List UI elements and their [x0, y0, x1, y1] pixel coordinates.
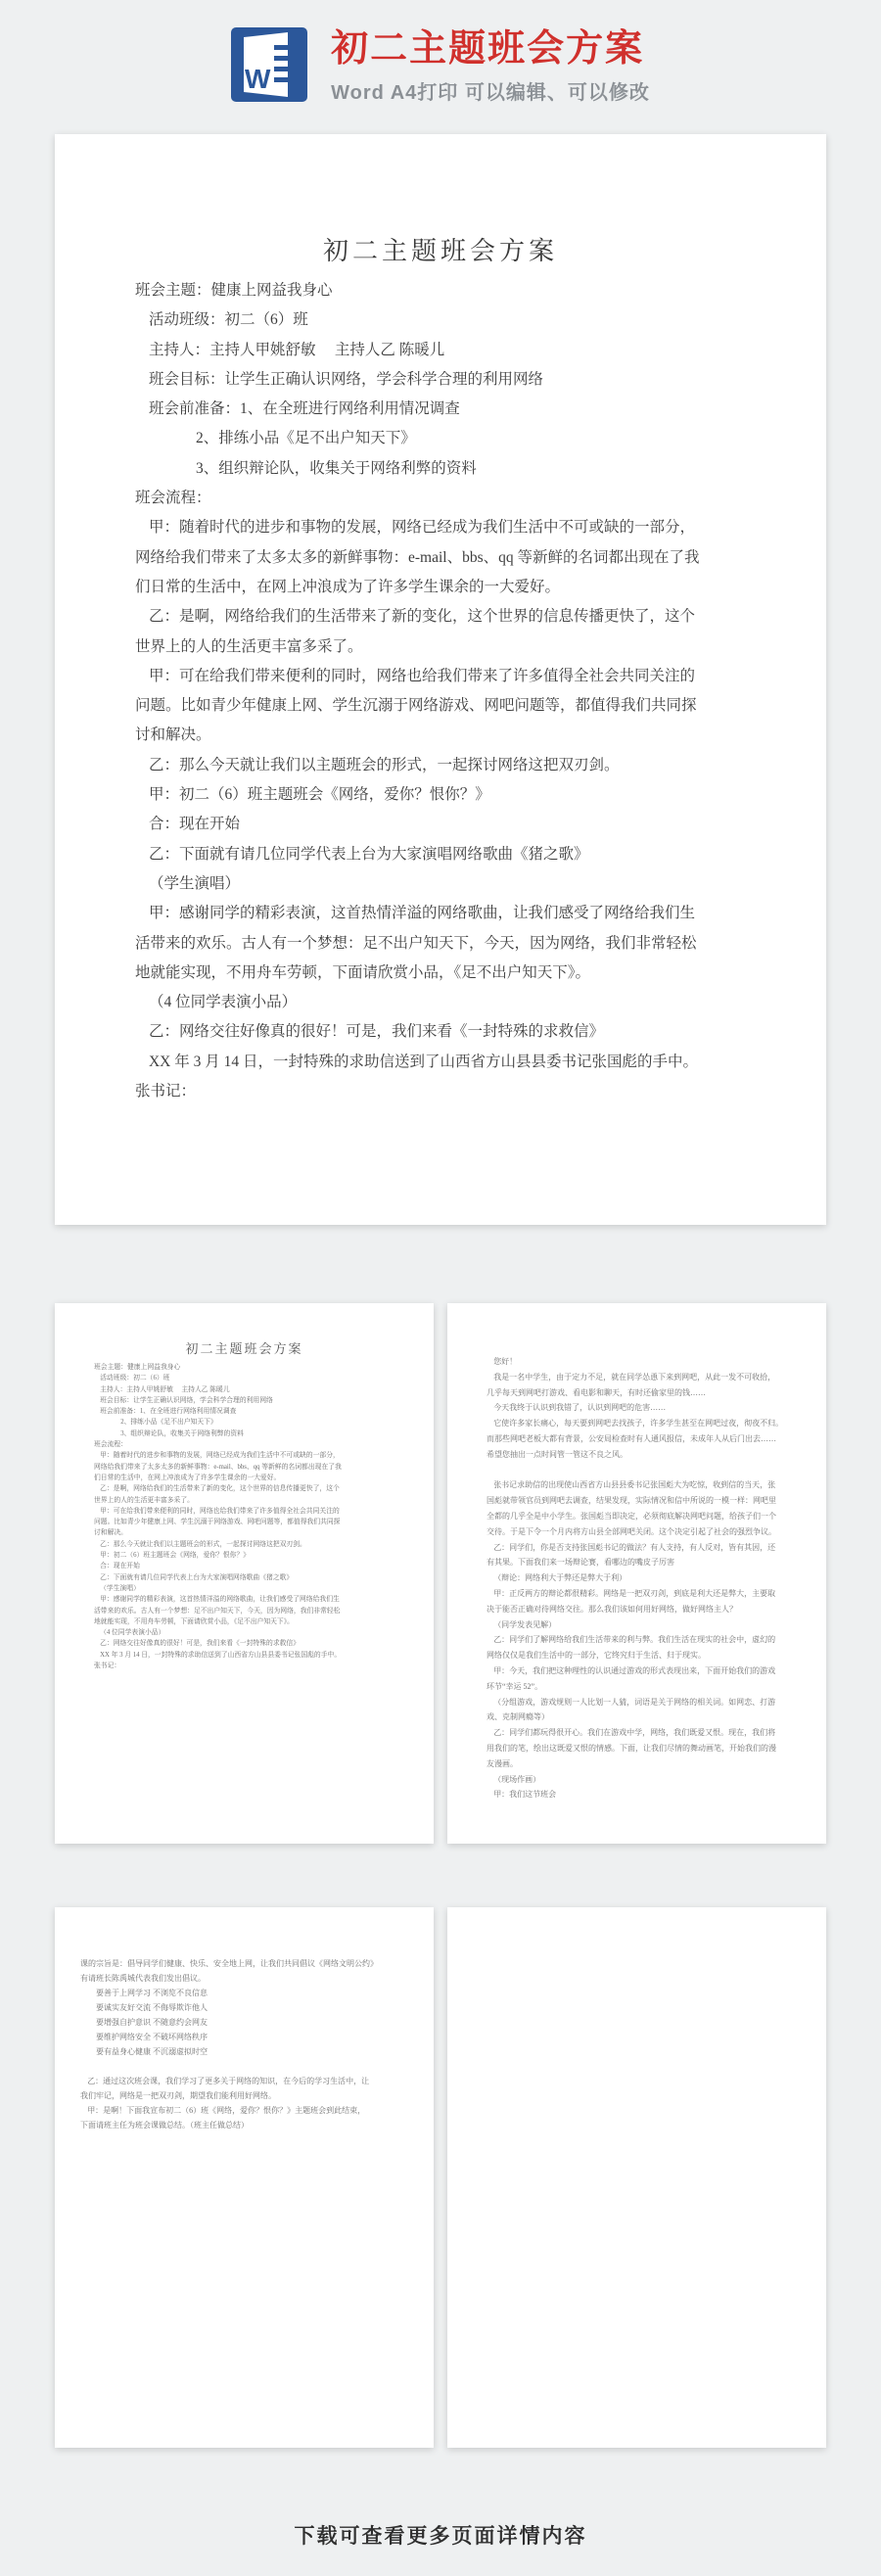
doc-line: 环节“幸运 52”。	[487, 1681, 543, 1691]
doc-line: 甲：感谢同学的精彩表演，这首热情洋溢的网络歌曲，让我们感受了网络给我们生	[100, 1596, 340, 1604]
thumbnail-grid	[55, 1303, 826, 2448]
doc-line: （辩论：网络利大于弊还是弊大于利）	[493, 1573, 627, 1583]
doc-line: 乙：同学们，你是否支持张国彪书记的做法？有人支持，有人反对，皆有其因，还	[493, 1542, 776, 1552]
doc-line: 国彪就带领官员到网吧去调查，结果发现，实际情况和信中所说的一模一样：网吧里	[487, 1496, 776, 1506]
doc-line: 班会前准备：1、在全班进行网络利用情况调查	[100, 1408, 237, 1416]
doc-line	[487, 1463, 803, 1478]
doc-line: 乙：通过这次班会课，我们学习了更多关于网络的知识，在今后的学习生活中，让	[87, 2077, 370, 2085]
doc-line: 甲：感谢同学的精彩表演，这首热情洋溢的网络歌曲，让我们感受了网络给我们生	[148, 905, 695, 922]
thumbnail-body-page3	[55, 1907, 434, 2132]
doc-line: 甲：随着时代的进步和事物的发展，网络已经成为我们生活中不可或缺的一部分，	[100, 1452, 340, 1460]
doc-line: 要诚实友好交流 不侮辱欺诈他人	[96, 2003, 208, 2012]
doc-line: 乙：下面就有请几位同学代表上台为大家演唱网络歌曲《猪之歌》	[148, 845, 589, 863]
download-caption: 下载可查看更多页面详情内容	[294, 2525, 587, 2548]
doc-line: 乙：同学们了解网络给我们生活带来的利与弊。我们生活在现实的社会中，虚幻的	[493, 1635, 776, 1645]
doc-line: （同学发表见解）	[493, 1619, 557, 1629]
doc-line: 有其果。下面我们来一场辩论赛，看哪边的嘴皮子厉害	[487, 1558, 674, 1568]
doc-line: 乙：那么今天就让我们以主题班会的形式，一起探讨网络这把双刃剑。	[100, 1540, 306, 1548]
document-body-page1	[135, 276, 772, 1106]
doc-line: 问题。比如青少年健康上网、学生沉溺于网络游戏、网吧问题等，都值得我们共同探	[135, 697, 697, 715]
doc-line: 您好！	[493, 1357, 518, 1366]
doc-line: 乙：同学们都玩得很开心。我们在游戏中学，网络，我们既爱又恨。现在，我们将	[493, 1728, 776, 1738]
doc-line: 乙：是啊，网络给我们的生活带来了新的变化，这个世界的信息传播更快了，这个	[100, 1485, 340, 1493]
doc-line: 今天我终于认识到我错了，认识到网吧的危害……	[493, 1403, 667, 1413]
doc-line: 乙：那么今天就让我们以主题班会的形式，一起探讨网络这把双刃剑。	[148, 756, 620, 773]
doc-line: 甲：随着时代的进步和事物的发展，网络已经成为我们生活中不可或缺的一部分，	[148, 519, 695, 537]
doc-line: 地就能实现，不用舟车劳顿，下面请欣赏小品，《足不出户知天下》。	[135, 963, 591, 981]
doc-line: 下面请班主任为班会课做总结。（班主任做总结）	[80, 2121, 249, 2130]
doc-line: 地就能实现，不用舟车劳顿，下面请欣赏小品，《足不出户知天下》。	[94, 1617, 294, 1625]
page-subtitle: Word A4打印 可以编辑、可以修改	[331, 82, 650, 104]
doc-line: 决于能否正确对待网络交往。那么我们该如何用好网络，做好网络主人？	[487, 1604, 737, 1614]
doc-line: 合：现在开始	[100, 1563, 140, 1570]
doc-line: 几乎每天到网吧打游戏、看电影和聊天，有时还偷家里的钱……	[487, 1387, 706, 1397]
word-icon	[231, 27, 307, 102]
doc-line: 们日常的生活中，在网上冲浪成为了许多学生课余的一大爱好。	[135, 578, 561, 595]
page-title: 初二主题班会方案	[331, 28, 645, 70]
doc-line: 甲：可在给我们带来便利的同时，网络也给我们带来了许多值得全社会共同关注的	[100, 1507, 340, 1515]
doc-line: 主持人：主持人甲姚舒敏 主持人乙 陈暖儿	[100, 1385, 230, 1393]
thumbnail-body-page2	[447, 1303, 826, 1803]
doc-line: 乙：是啊，网络给我们的生活带来了新的变化，这个世界的信息传播更快了，这个	[148, 608, 695, 626]
doc-line: 班会流程：	[135, 490, 211, 507]
doc-line: 乙：下面就有请几位同学代表上台为大家演唱网络歌曲《猪之歌》	[100, 1573, 294, 1581]
doc-line: 友漫画。	[487, 1758, 518, 1768]
doc-line: 甲：是啊！下面我宣布初二（6）班《网络，爱你？恨你？》主题班会到此结束，	[87, 2106, 366, 2115]
doc-line: 甲：初二（6）班主题班会《网络，爱你？恨你？》	[100, 1552, 251, 1560]
doc-line: （4 位同学表演小品）	[148, 994, 298, 1011]
doc-line: 要善于上网学习 不浏览不良信息	[96, 1989, 208, 1997]
doc-line: 班会流程：	[94, 1441, 127, 1449]
doc-line: 甲：初二（6）班主题班会《网络，爱你？恨你？》	[148, 786, 490, 804]
doc-line: 活动班级：初二（6）班	[148, 311, 308, 329]
doc-line: 张书记：	[135, 1083, 197, 1101]
doc-line: 戏、克制网瘾等）	[487, 1712, 549, 1722]
main-page-preview[interactable]	[55, 134, 826, 1225]
doc-line: 乙：网络交往好像真的很好！可是，我们来看《一封特殊的求救信》	[100, 1640, 301, 1648]
doc-line: （4 位同学表演小品）	[100, 1629, 165, 1637]
doc-line: 活带来的欢乐。古人有一个梦想：足不出户知天下，今天，因为网络，我们非常轻松	[94, 1607, 341, 1615]
doc-line: 网络给我们带来了太多太多的新鲜事物：e-mail、bbs、qq 等新鲜的名词都出现在了我	[94, 1463, 342, 1471]
doc-line: 主持人：主持人甲姚舒敏 主持人乙 陈暖儿	[148, 341, 445, 358]
doc-line: 们日常的生活中，在网上冲浪成为了许多学生课余的一大爱好。	[94, 1474, 281, 1481]
doc-line: 班会主题：健康上网益我身心	[94, 1364, 181, 1371]
doc-line: （分组游戏，游戏规则一人比划一人猜，词语是关于网络的相关词。如网恋、打游	[493, 1697, 776, 1707]
doc-line: 班会主题：健康上网益我身心	[135, 282, 333, 299]
doc-line: 合：现在开始	[148, 816, 240, 833]
doc-line: 我是一名中学生，由于定力不足，就在同学怂恿下来到网吧，从此一发不可收拾，	[493, 1372, 776, 1382]
doc-line: 活动班级：初二（6）班	[100, 1375, 170, 1382]
doc-line: 世界上的人的生活更丰富多采了。	[94, 1496, 194, 1504]
doc-line: 要维护网络安全 不破坏网络秩序	[96, 2033, 208, 2041]
doc-line: 要增强自护意识 不随意约会网友	[96, 2018, 208, 2027]
header	[0, 0, 881, 105]
doc-line: 全都的几乎全是中小学生。张国彪当即决定，必须彻底解决网吧问题，给孩子们一个	[487, 1511, 776, 1521]
document-title: 初二主题班会方案	[322, 237, 558, 265]
doc-line: 问题。比如青少年健康上网、学生沉溺于网络游戏、网吧问题等，都值得我们共同探	[94, 1519, 341, 1526]
doc-line: 课的宗旨是：倡导同学们健康、快乐、安全地上网，让我们共同倡议《网络文明公约》	[80, 1959, 378, 1968]
doc-line: 甲：正反两方的辩论都很精彩。网络是一把双刃剑，到底是利大还是弊大，主要取	[493, 1588, 776, 1598]
thumbnail-doc-title: 初二主题班会方案	[185, 1341, 303, 1356]
doc-line: （现场作画）	[493, 1774, 541, 1784]
doc-line: XX 年 3 月 14 日，一封特殊的求助信送到了山西省方山县县委书记张国彪的手中。	[100, 1651, 342, 1659]
thumbnail-page-4-blank[interactable]	[447, 1907, 826, 2448]
doc-line: 网络仅仅是我们生活中的一部分，它终究归于生活、归于现实。	[487, 1651, 706, 1661]
thumbnail-body-page1	[94, 1362, 408, 1671]
word-icon-letter: W	[245, 64, 271, 94]
doc-line: 班会目标：让学生正确认识网络，学会科学合理的利用网络	[148, 370, 543, 388]
doc-line	[80, 2059, 412, 2074]
doc-line: 甲：我们这节班会	[493, 1790, 557, 1800]
doc-line: 有请班长陈禹城代表我们发出倡议。	[80, 1974, 206, 1983]
doc-line: 交待。于是下令一个月内将方山县全部网吧关闭。这个决定引起了社会的强烈争议。	[487, 1526, 776, 1536]
doc-line: （学生演唱）	[148, 874, 240, 892]
doc-line: 张书记求助信的出现使山西省方山县县委书记张国彪大为吃惊，收到信的当天，张	[493, 1480, 776, 1490]
doc-line: 2、排练小品《足不出户知天下》	[120, 1419, 217, 1427]
doc-line: 希望您抽出一点时间管一管这不良之风。	[487, 1449, 627, 1459]
thumbnail-page-2[interactable]	[447, 1303, 826, 1844]
doc-line: 讨和解决。	[135, 726, 211, 744]
doc-line: 世界上的人的生活更丰富多采了。	[135, 637, 363, 655]
doc-line: 乙：网络交往好像真的很好！可是，我们来看《一封特殊的求救信》	[148, 1023, 604, 1041]
doc-line: 活带来的欢乐。古人有一个梦想：足不出户知天下，今天，因为网络，我们非常轻松	[135, 934, 697, 952]
doc-line: 张书记：	[94, 1663, 121, 1670]
doc-line: 3、组织辩论队，收集关于网络利弊的资料	[120, 1429, 244, 1437]
doc-line: 班会前准备：1、在全班进行网络利用情况调查	[148, 400, 460, 418]
doc-line: 要有益身心健康 不沉溺虚拟时空	[96, 2047, 208, 2056]
doc-line: 用我们的笔，绘出这既爱又恨的情感。下面，让我们尽情的舞动画笔，开始我们的漫	[487, 1743, 776, 1753]
doc-line: XX 年 3 月 14 日，一封特殊的求助信送到了山西省方山县县委书记张国彪的手中。	[148, 1053, 698, 1070]
doc-line: 3、组织辩论队，收集关于网络利弊的资料	[196, 459, 477, 477]
doc-line: 网络给我们带来了太多太多的新鲜事物：e-mail、bbs、qq 等新鲜的名词都出现在了我	[135, 548, 700, 566]
thumbnail-page-3[interactable]	[55, 1907, 434, 2448]
doc-line: 班会目标：让学生正确认识网络，学会科学合理的利用网络	[100, 1396, 273, 1404]
doc-line: （学生演唱）	[100, 1584, 140, 1592]
doc-line: 我们牢记，网络是一把双刃剑，期望我们能利用好网络。	[80, 2091, 276, 2100]
doc-line: 甲：今天，我们把这种理性的认识通过游戏的形式表现出来，下面开始我们的游戏	[493, 1665, 776, 1675]
doc-line: 而那些网吧老板大都有背景，公安局检查时有人通风报信，未成年人从后门出去……	[487, 1433, 776, 1443]
doc-line: 它使许多家长痛心，每天要到网吧去找孩子，许多学生甚至在网吧过夜，彻夜不归。	[493, 1419, 784, 1429]
doc-line: 甲：可在给我们带来便利的同时，网络也给我们带来了许多值得全社会共同关注的	[148, 667, 695, 684]
doc-line: 2、排练小品《足不出户知天下》	[196, 430, 416, 447]
doc-line: 讨和解决。	[94, 1529, 127, 1537]
thumbnail-page-1[interactable]	[55, 1303, 434, 1844]
